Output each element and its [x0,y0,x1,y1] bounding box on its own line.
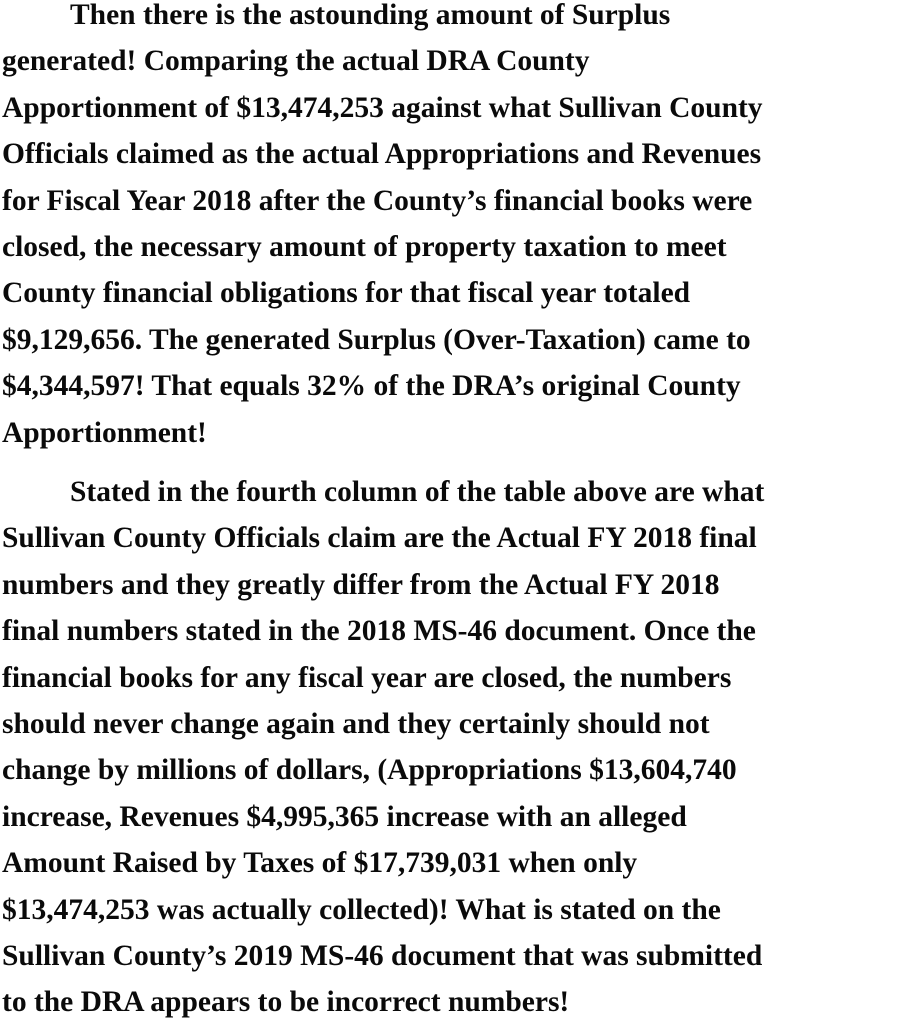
text-line: Amount Raised by Taxes of $17,739,031 when only [2,847,638,880]
text-line: Sullivan County Officials claim are the Actual FY 2018 final [2,522,757,555]
text-line: increase, Revenues $4,995,365 increase with an alleged [2,800,687,833]
text-line: Sullivan County’s 2019 MS-46 document that was submitted [2,939,763,972]
paragraph-fy2018-numbers [2,469,900,1026]
text-line: County financial obligations for that fiscal year totaled [2,277,691,310]
text-line: numbers and they greatly differ from the Actual FY 2018 [2,568,720,601]
text-line: Then there is the astounding amount of Surplus [70,0,671,31]
text-line: should never change again and they certainly should not [2,707,710,740]
text-line: for Fiscal Year 2018 after the County’s financial books were [2,184,753,217]
text-line: $4,344,597! That equals 32% of the DRA’s original County [2,370,741,403]
text-line: Apportionment of $13,474,253 against what Sullivan County [2,91,763,124]
paragraph-surplus [2,0,900,456]
text-line: closed, the necessary amount of property taxation to meet [2,230,727,263]
text-line: financial books for any fiscal year are closed, the numbers [2,661,732,694]
text-line: Officials claimed as the actual Appropriations and Revenues [2,138,762,171]
text-line: Apportionment! [2,416,207,449]
text-line: final numbers stated in the 2018 MS-46 document. Once the [2,615,756,648]
text-line: $9,129,656. The generated Surplus (Over-Taxation) came to [2,323,751,356]
text-line: Stated in the fourth column of the table above are what [70,476,765,508]
text-line: generated! Comparing the actual DRA County [2,45,590,78]
text-line: change by millions of dollars, (Appropriations $13,604,740 [2,754,737,787]
text-line: $13,474,253 was actually collected)! What is stated on the [2,893,721,926]
text-line: to the DRA appears to be incorrect numbers! [2,986,570,1019]
